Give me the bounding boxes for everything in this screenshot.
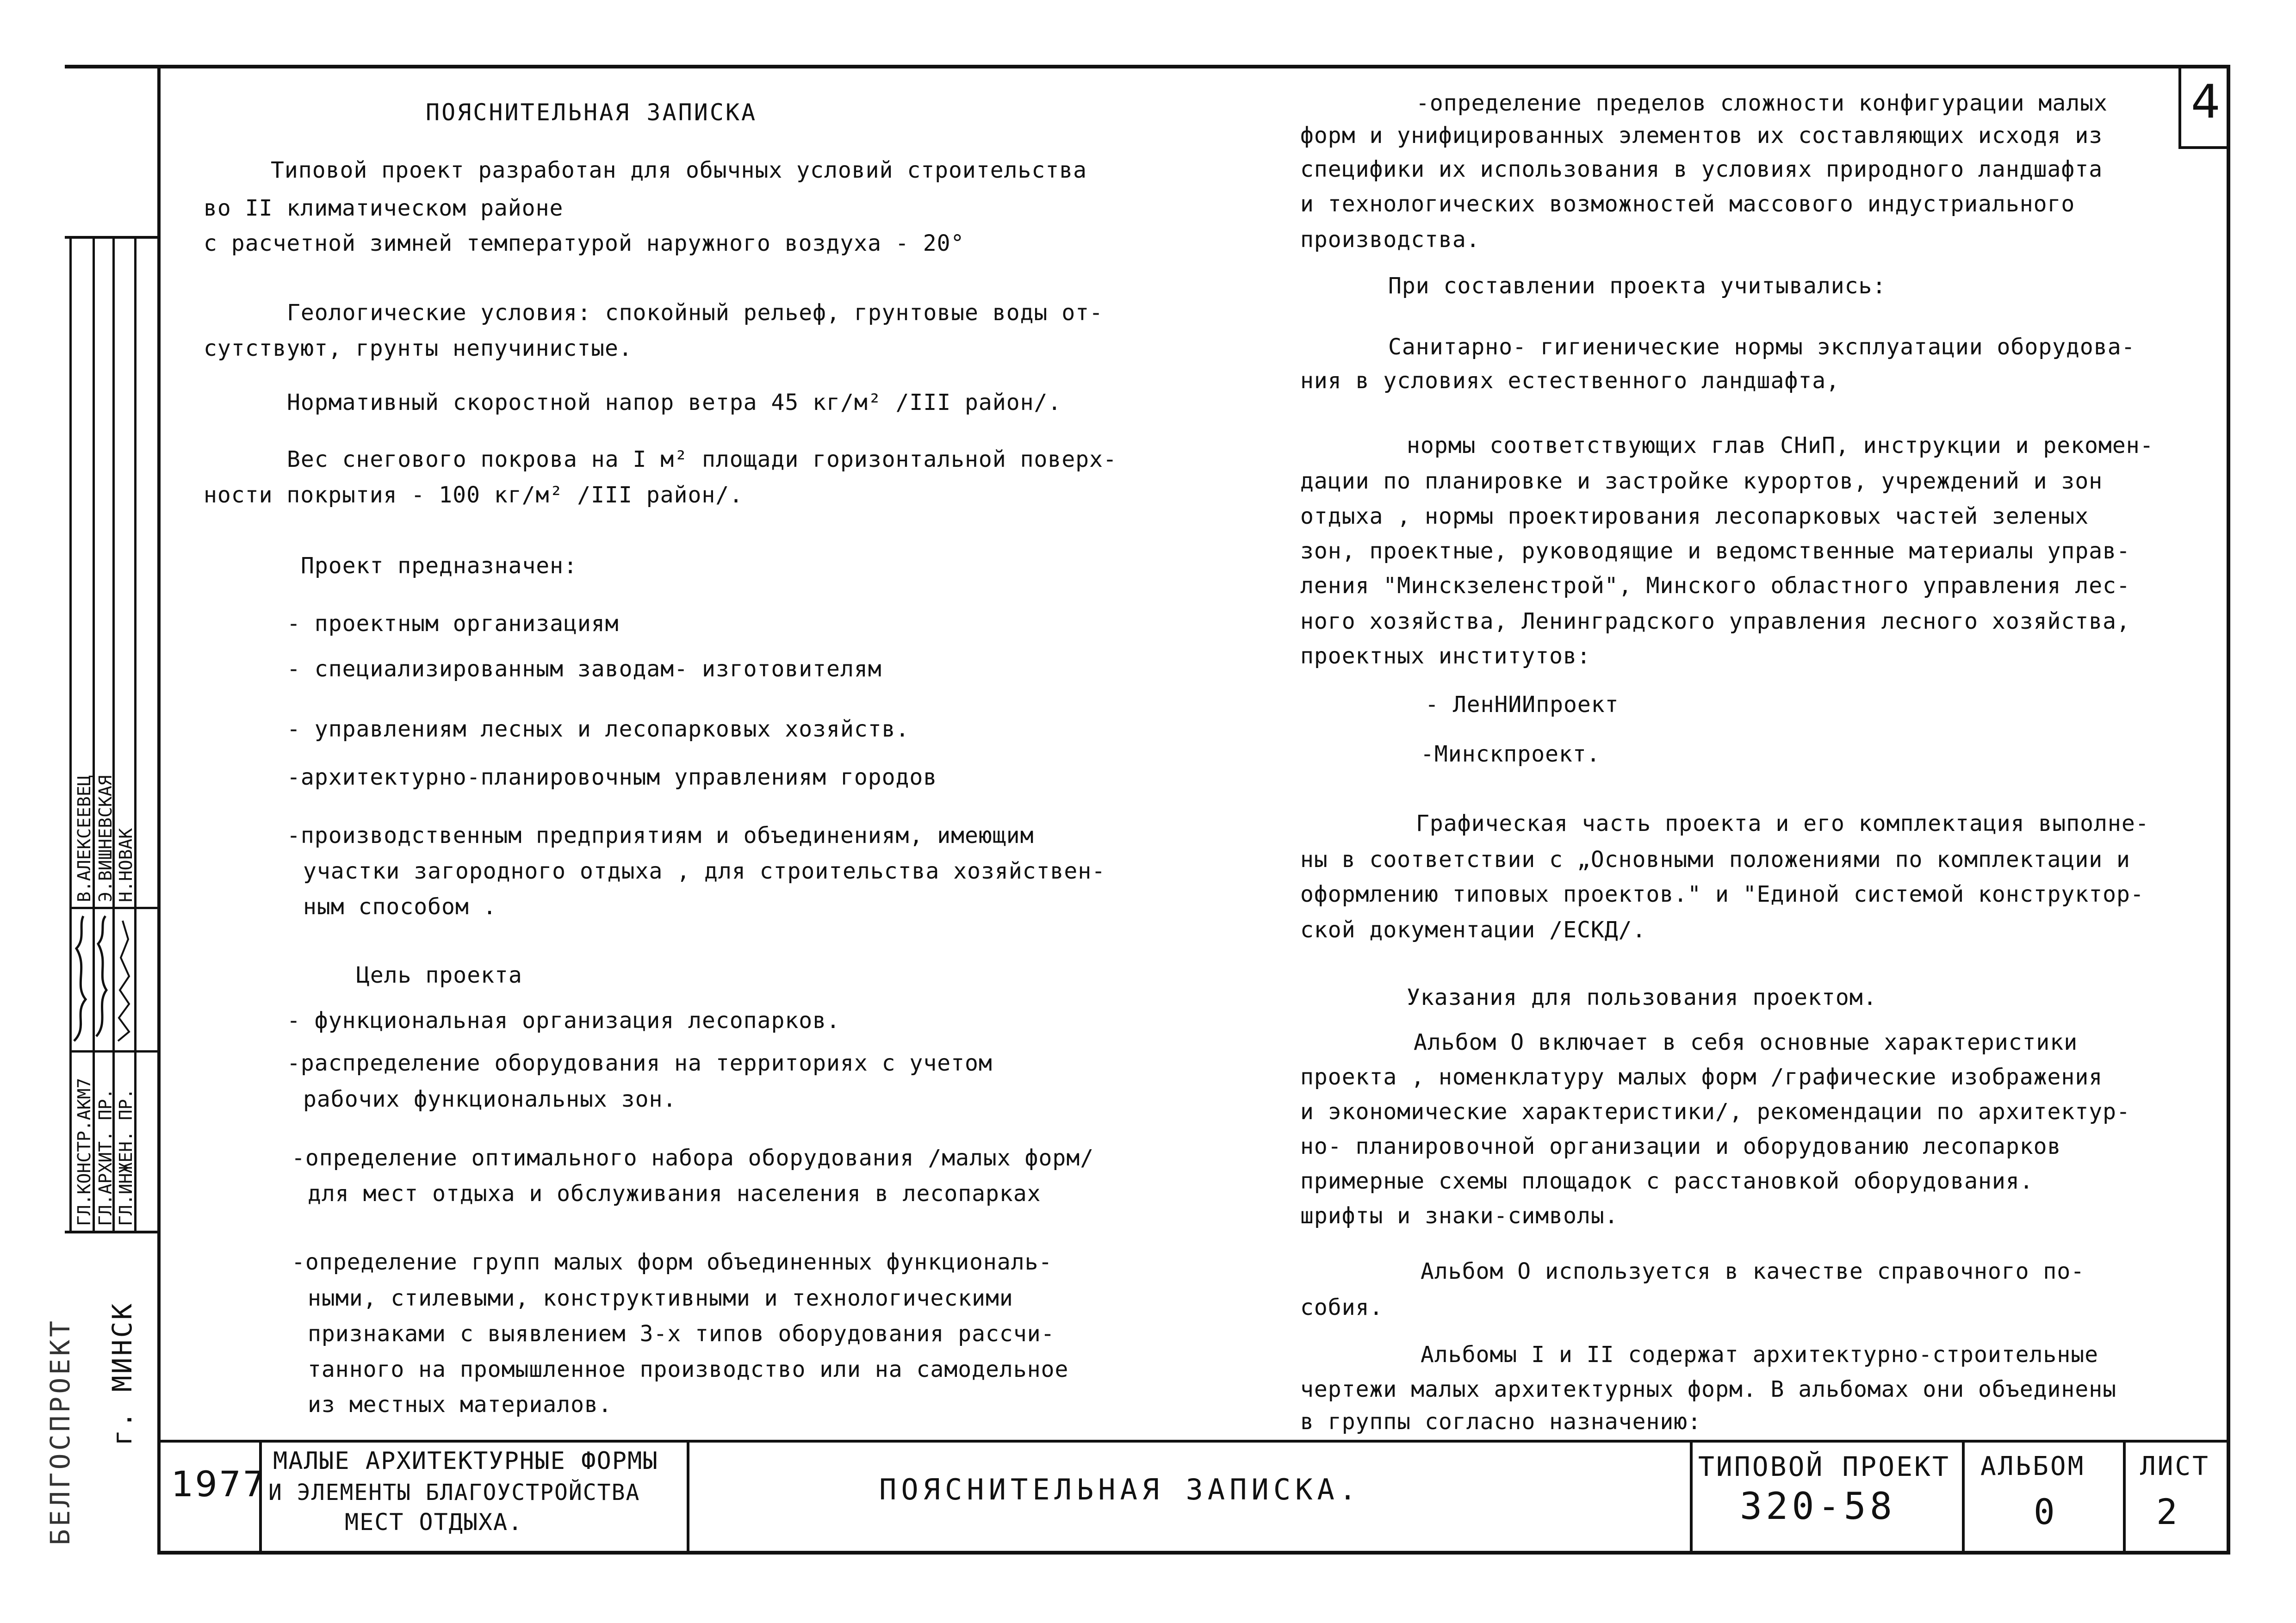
left-line-3: Геологические условия: спокойный рельеф, грунтовые воды от- — [287, 300, 1104, 326]
signature-2 — [93, 911, 113, 1050]
stamp-org: БЕЛГОСПРОЕКТ — [44, 1318, 76, 1545]
right-line-13: ного хозяйства, Ленинградского управления лесного хозяйства, — [1300, 608, 2130, 634]
title-block-doc-title: ПОЯСНИТЕЛЬНАЯ ЗАПИСКА. — [879, 1473, 1361, 1506]
right-line-12: ления "Минскзеленстрой", Минского областного управления лес- — [1300, 573, 2130, 599]
frame-right-line — [2227, 65, 2230, 1555]
tb-div-2 — [687, 1440, 689, 1554]
right-line-18: ны в соответствии с „Основными положениями по комплектации и — [1300, 847, 2130, 873]
right-line-16: -Минскпроект. — [1421, 741, 1601, 767]
left-line-24: признаками с выявлением 3-х типов оборудования рассчи- — [308, 1321, 1055, 1347]
stamp-name-3: Н.НОВАК — [116, 828, 136, 902]
stamp-row-2 — [69, 1050, 157, 1053]
right-line-17: Графическая часть проекта и его комплектация выполне- — [1416, 811, 2149, 836]
left-line-19: рабочих функциональных зон. — [303, 1086, 677, 1112]
right-line-22: Альбом О включает в себя основные характеристики — [1414, 1029, 2078, 1055]
title-block-album-label: АЛЬБОМ — [1980, 1451, 2085, 1481]
title-block-subject-2: И ЭЛЕМЕНТЫ БЛАГОУСТРОЙСТВА — [268, 1480, 640, 1505]
right-line-15: - ЛенНИИпроект — [1425, 692, 1619, 718]
right-line-32: в группы согласно назначению: — [1300, 1409, 1702, 1435]
right-line-11: зон, проектные, руководящие и ведомственные материалы управ- — [1300, 538, 2130, 564]
left-line-17: - функциональная организация лесопарков. — [287, 1008, 840, 1034]
tb-div-4 — [1962, 1440, 1965, 1554]
left-line-25: танного на промышленное производство или на самодельное — [308, 1357, 1069, 1382]
stamp-bottom-line — [65, 1231, 157, 1233]
left-line-16: Цель проекта — [356, 962, 522, 988]
right-line-19: оформлению типовых проектов." и "Единой системой конструктор- — [1300, 881, 2144, 907]
left-line-26: из местных материалов. — [308, 1392, 612, 1418]
right-line-30: Альбомы I и II содержат архитектурно-строительные — [1421, 1342, 2099, 1368]
title-block-album-value: 0 — [2034, 1491, 2056, 1532]
left-title: ПОЯСНИТЕЛЬНАЯ ЗАПИСКА — [426, 99, 757, 126]
frame-bottom-line — [157, 1551, 2230, 1555]
stamp-role-1: ГЛ.КОНСТР.АКМ7 — [74, 1078, 94, 1226]
title-block-sheet-value: 2 — [2156, 1491, 2179, 1532]
left-line-20: -определение оптимального набора оборудования /малых форм/ — [292, 1145, 1094, 1171]
left-line-21: для мест отдыха и обслуживания населения в лесопарках — [308, 1181, 1041, 1207]
left-line-5: Нормативный скоростной напор ветра 45 кг/м² /III район/. — [287, 390, 1062, 415]
right-line-14: проектных институтов: — [1300, 643, 1591, 669]
right-line-1: форм и унифицированных элементов их составляющих исходя из — [1300, 123, 2103, 149]
left-line-18: -распределение оборудования на территориях с учетом — [287, 1050, 993, 1076]
left-line-14: участки загородного отдыха , для строительства хозяйствен- — [303, 858, 1106, 884]
title-block-project-label: ТИПОВОЙ ПРОЕКТ — [1698, 1451, 1950, 1482]
left-line-1: во II климатическом районе — [204, 195, 564, 221]
stamp-role-3: ГЛ.ИНЖЕН. ПР. — [116, 1088, 136, 1226]
right-line-3: и технологических возможностей массового индустриального — [1300, 191, 2075, 217]
right-line-31: чертежи малых архитектурных форм. В альбомах они объединены — [1300, 1376, 2117, 1402]
stamp-col-4 — [134, 236, 137, 1233]
title-block-year: 1977 — [171, 1463, 267, 1505]
stamp-col-1 — [69, 236, 72, 1233]
title-block-sheet-label: ЛИСТ — [2140, 1451, 2210, 1481]
stamp-top-line — [65, 236, 157, 239]
right-line-26: примерные схемы площадок с расстановкой оборудования. — [1300, 1168, 2034, 1194]
left-line-10: - специализированным заводам- изготовителям — [287, 656, 882, 682]
left-line-12: -архитектурно-планировочным управлениям городов — [287, 764, 937, 790]
stamp-city: г. МИНСК — [106, 1301, 138, 1446]
sheet-corner-number: 4 — [2191, 74, 2221, 129]
tb-div-3 — [1690, 1440, 1693, 1554]
right-line-5: При составлении проекта учитывались: — [1388, 273, 1886, 299]
frame-top-line — [65, 65, 2230, 68]
left-line-23: ными, стилевыми, конструктивными и технологическими — [308, 1285, 1013, 1311]
left-line-11: - управлениям лесных и лесопарковых хозяйств. — [287, 716, 910, 742]
right-line-4: производства. — [1300, 227, 1480, 253]
stamp-row-1 — [69, 907, 157, 909]
right-line-9: дации по планировке и застройке курортов, учреждений и зон — [1300, 468, 2103, 494]
frame-left-line — [157, 65, 161, 1555]
title-block-subject-3: МЕСТ ОТДЫХА. — [345, 1509, 523, 1536]
left-line-7: ности покрытия - 100 кг/м² /III район/. — [204, 482, 744, 508]
title-block-subject-1: МАЛЫЕ АРХИТЕКТУРНЫЕ ФОРМЫ — [273, 1447, 658, 1475]
left-line-9: - проектным организациям — [287, 611, 619, 637]
stamp-name-1: В.АЛЕКСЕЕВЕЦ — [74, 775, 94, 902]
left-line-0: Типовой проект разработан для обычных условий строительства — [271, 157, 1087, 183]
left-line-15: ным способом . — [303, 894, 497, 920]
right-line-29: собия. — [1300, 1295, 1384, 1320]
right-line-20: ской документации /ЕСКД/. — [1300, 917, 1646, 943]
tb-div-5 — [2123, 1440, 2126, 1554]
right-line-25: но- планировочной организации и оборудованию лесопарков — [1300, 1134, 2061, 1159]
corner-box-left — [2178, 65, 2181, 148]
stamp-name-2: Э.ВИШНЕВСКАЯ — [95, 775, 116, 902]
signature-1 — [69, 911, 93, 1050]
right-line-7: ния в условиях естественного ландшафта, — [1300, 368, 1840, 394]
right-line-24: и экономические характеристики/, рекомендации по архитектур- — [1300, 1099, 2130, 1125]
left-line-2: с расчетной зимней температурой наружного воздуха - 20° — [204, 230, 965, 256]
right-line-27: шрифты и знаки-символы. — [1300, 1203, 1619, 1229]
left-line-6: Вес снегового покрова на I м² площади горизонтальной поверх- — [287, 446, 1117, 472]
right-line-2: специфики их использования в условиях природного ландшафта — [1300, 156, 2103, 182]
right-line-6: Санитарно- гигиенические нормы эксплуатации оборудова- — [1388, 334, 2135, 360]
stamp-col-3 — [112, 236, 115, 1233]
title-block-project-number: 320-58 — [1740, 1485, 1896, 1528]
left-line-22: -определение групп малых форм объединенных функциональ- — [292, 1249, 1053, 1275]
corner-box-bottom — [2178, 146, 2229, 149]
right-line-28: Альбом О используется в качестве справочного по- — [1421, 1258, 2085, 1284]
right-line-21: Указания для пользования проектом. — [1407, 985, 1877, 1010]
right-line-8: нормы соответствующих глав СНиП, инструкции и рекомен- — [1407, 433, 2154, 458]
left-line-4: сутствуют, грунты непучинистые. — [204, 335, 633, 361]
right-line-23: проекта , номенклатуру малых форм /графические изображения — [1300, 1064, 2103, 1090]
title-block-top-line — [157, 1440, 2230, 1443]
left-line-13: -производственным предприятиям и объединениям, имеющим — [287, 823, 1034, 849]
right-line-10: отдыха , нормы проектирования лесопарковых частей зеленых — [1300, 503, 2089, 529]
left-line-8: Проект предназначен: — [301, 553, 577, 579]
right-line-0: -определение пределов сложности конфигурации малых — [1416, 90, 2108, 116]
stamp-role-2: ГЛ.АРХИТ. ПР. — [95, 1088, 116, 1226]
signature-3 — [113, 911, 134, 1050]
